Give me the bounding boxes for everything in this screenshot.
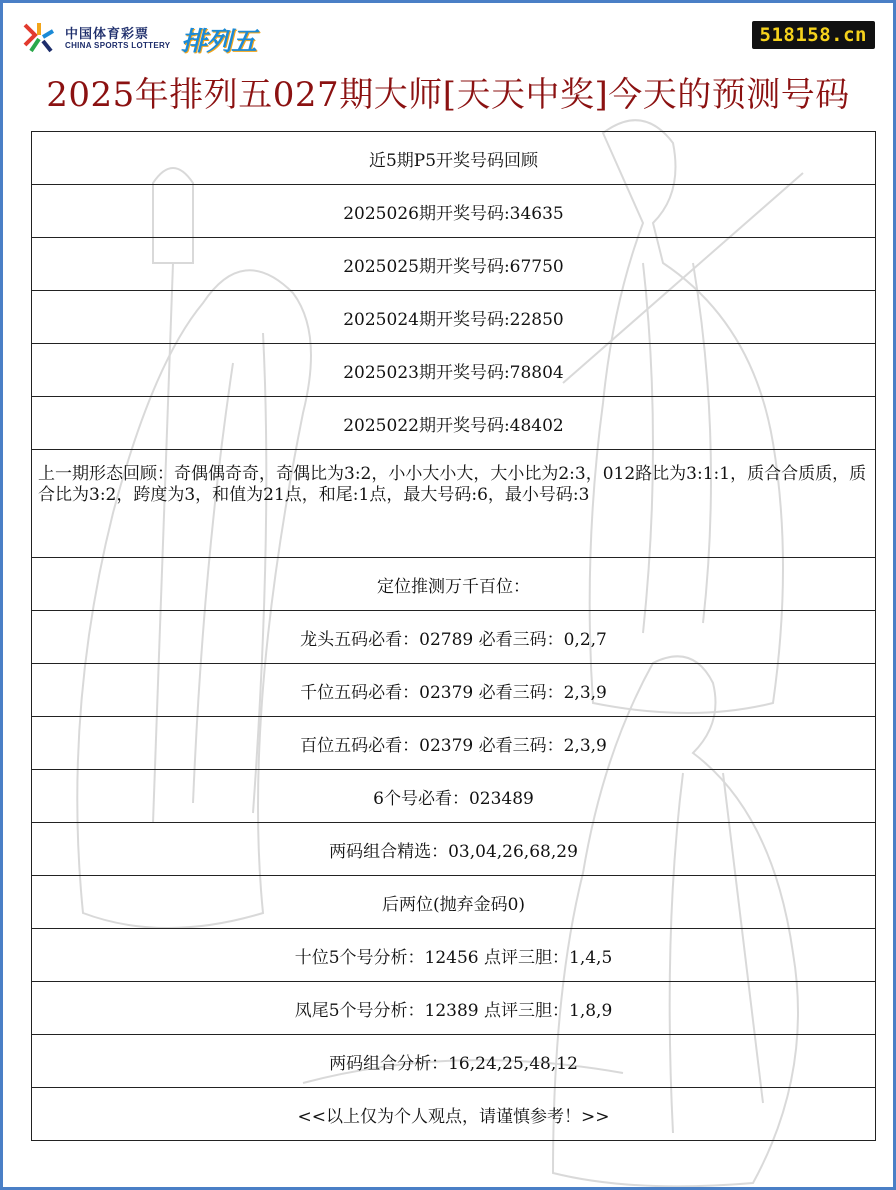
row-text: 龙头五码必看：02789 必看三码：0,2,7 (300, 629, 607, 650)
lottery-logo[interactable] (21, 19, 281, 59)
row-text: 两码组合精选：03,04,26,68,29 (329, 841, 578, 862)
row-text: 近5期P5开奖号码回顾 (368, 150, 539, 171)
table-row (32, 397, 875, 450)
disclaimer-text: <<以上仅为个人观点，请谨慎参考！>> (297, 1106, 610, 1127)
row-text: 6个号必看：023489 (373, 788, 534, 809)
table-row (32, 185, 875, 238)
row-text: 凤尾5个号分析：12389 点评三胆：1,8,9 (294, 1000, 613, 1021)
row-text: 千位五码必看：02379 必看三码：2,3,9 (300, 682, 607, 703)
table-row (32, 929, 875, 982)
table-row-disclaimer (32, 1088, 875, 1141)
table-row (32, 982, 875, 1035)
table-row (32, 558, 875, 611)
table-row (32, 1035, 875, 1088)
table-row (32, 611, 875, 664)
table-row (32, 238, 875, 291)
row-text: 十位5个号分析：12456 点评三胆：1,4,5 (294, 947, 613, 968)
page-title: 2025年排列五027期大师[天天中奖]今天的预测号码 (46, 75, 850, 115)
table-row-analysis: 上一期形态回顾：奇偶偶奇奇，奇偶比为3:2，小小大小大，大小比为2:3，012路比为3:1:1，质合合质质，质合比为3:2，跨度为3，和值为21点，和尾:1点，最大号码:6，最小号码:3 (32, 450, 875, 558)
logo-brand-text: 排列五 (181, 27, 257, 57)
table-row (32, 132, 875, 185)
row-text: 2025026期开奖号码:34635 (343, 203, 564, 224)
row-text: 2025022期开奖号码:48402 (343, 415, 564, 436)
row-text: 后两位(抛弃金码0) (381, 894, 526, 915)
table-row (32, 770, 875, 823)
table-row (32, 876, 875, 929)
prediction-table (31, 131, 876, 1141)
row-text: 2025024期开奖号码:22850 (343, 309, 564, 330)
table-row (32, 823, 875, 876)
row-text: 两码组合分析：16,24,25,48,12 (329, 1053, 578, 1074)
site-badge[interactable]: 518158.cn (752, 21, 875, 49)
header (3, 3, 893, 63)
table-row (32, 344, 875, 397)
row-text: 2025023期开奖号码:78804 (343, 362, 564, 383)
table-row (32, 717, 875, 770)
table-row (32, 291, 875, 344)
table-row (32, 664, 875, 717)
logo-cn-text: 中国体育彩票 (65, 27, 150, 42)
row-text: 百位五码必看：02379 必看三码：2,3,9 (300, 735, 607, 756)
logo-en-text: CHINA SPORTS LOTTERY (65, 41, 171, 50)
row-text: 定位推测万千百位： (377, 576, 530, 597)
row-text: 2025025期开奖号码:67750 (343, 256, 564, 277)
sports-lottery-icon (21, 21, 57, 53)
